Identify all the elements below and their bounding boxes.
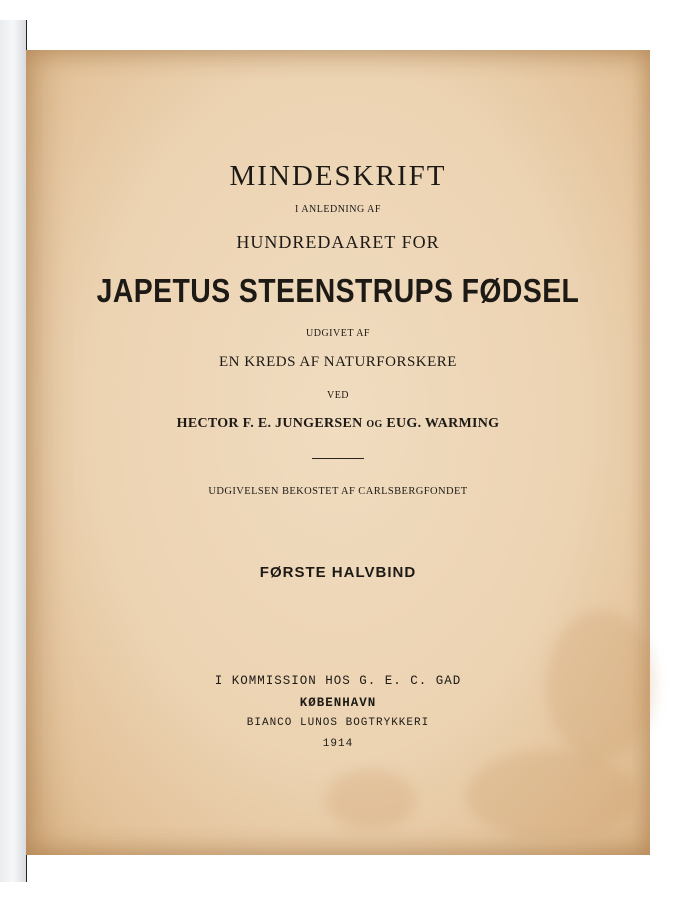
volume-line: FØRSTE HALVBIND: [259, 564, 417, 581]
published-by-label: UDGIVET AF: [306, 328, 370, 339]
funding-line: UDGIVELSEN BEKOSTET AF CARLSBERGFONDET: [208, 486, 468, 497]
editor-1: HECTOR F. E. JUNGERSEN: [176, 416, 363, 431]
conjunction: OG: [366, 419, 383, 430]
page-stain: [466, 750, 636, 840]
centenary-line: HUNDREDAARET FOR: [236, 232, 440, 252]
page-stain: [326, 770, 416, 830]
book-cover-edge: [0, 20, 27, 882]
city-line: KØBENHAVN: [299, 696, 377, 710]
subject-heading: JAPETUS STEENSTRUPS FØDSEL: [96, 272, 580, 309]
occasion-line: I ANLEDNING AF: [295, 204, 381, 215]
editor-2: EUG. WARMING: [386, 416, 500, 431]
circle-line: EN KREDS AF NATURFORSKERE: [219, 354, 457, 370]
publisher-line: I KOMMISSION HOS G. E. C. GAD: [214, 674, 462, 688]
by-label: VED: [326, 390, 350, 401]
divider-rule: [312, 458, 364, 459]
editors-line: [26, 416, 650, 432]
book-title: MINDESKRIFT: [229, 160, 447, 192]
printer-line: BIANCO LUNOS BOGTRYKKERI: [246, 717, 430, 729]
year-line: 1914: [322, 738, 354, 750]
title-page: [26, 50, 650, 855]
